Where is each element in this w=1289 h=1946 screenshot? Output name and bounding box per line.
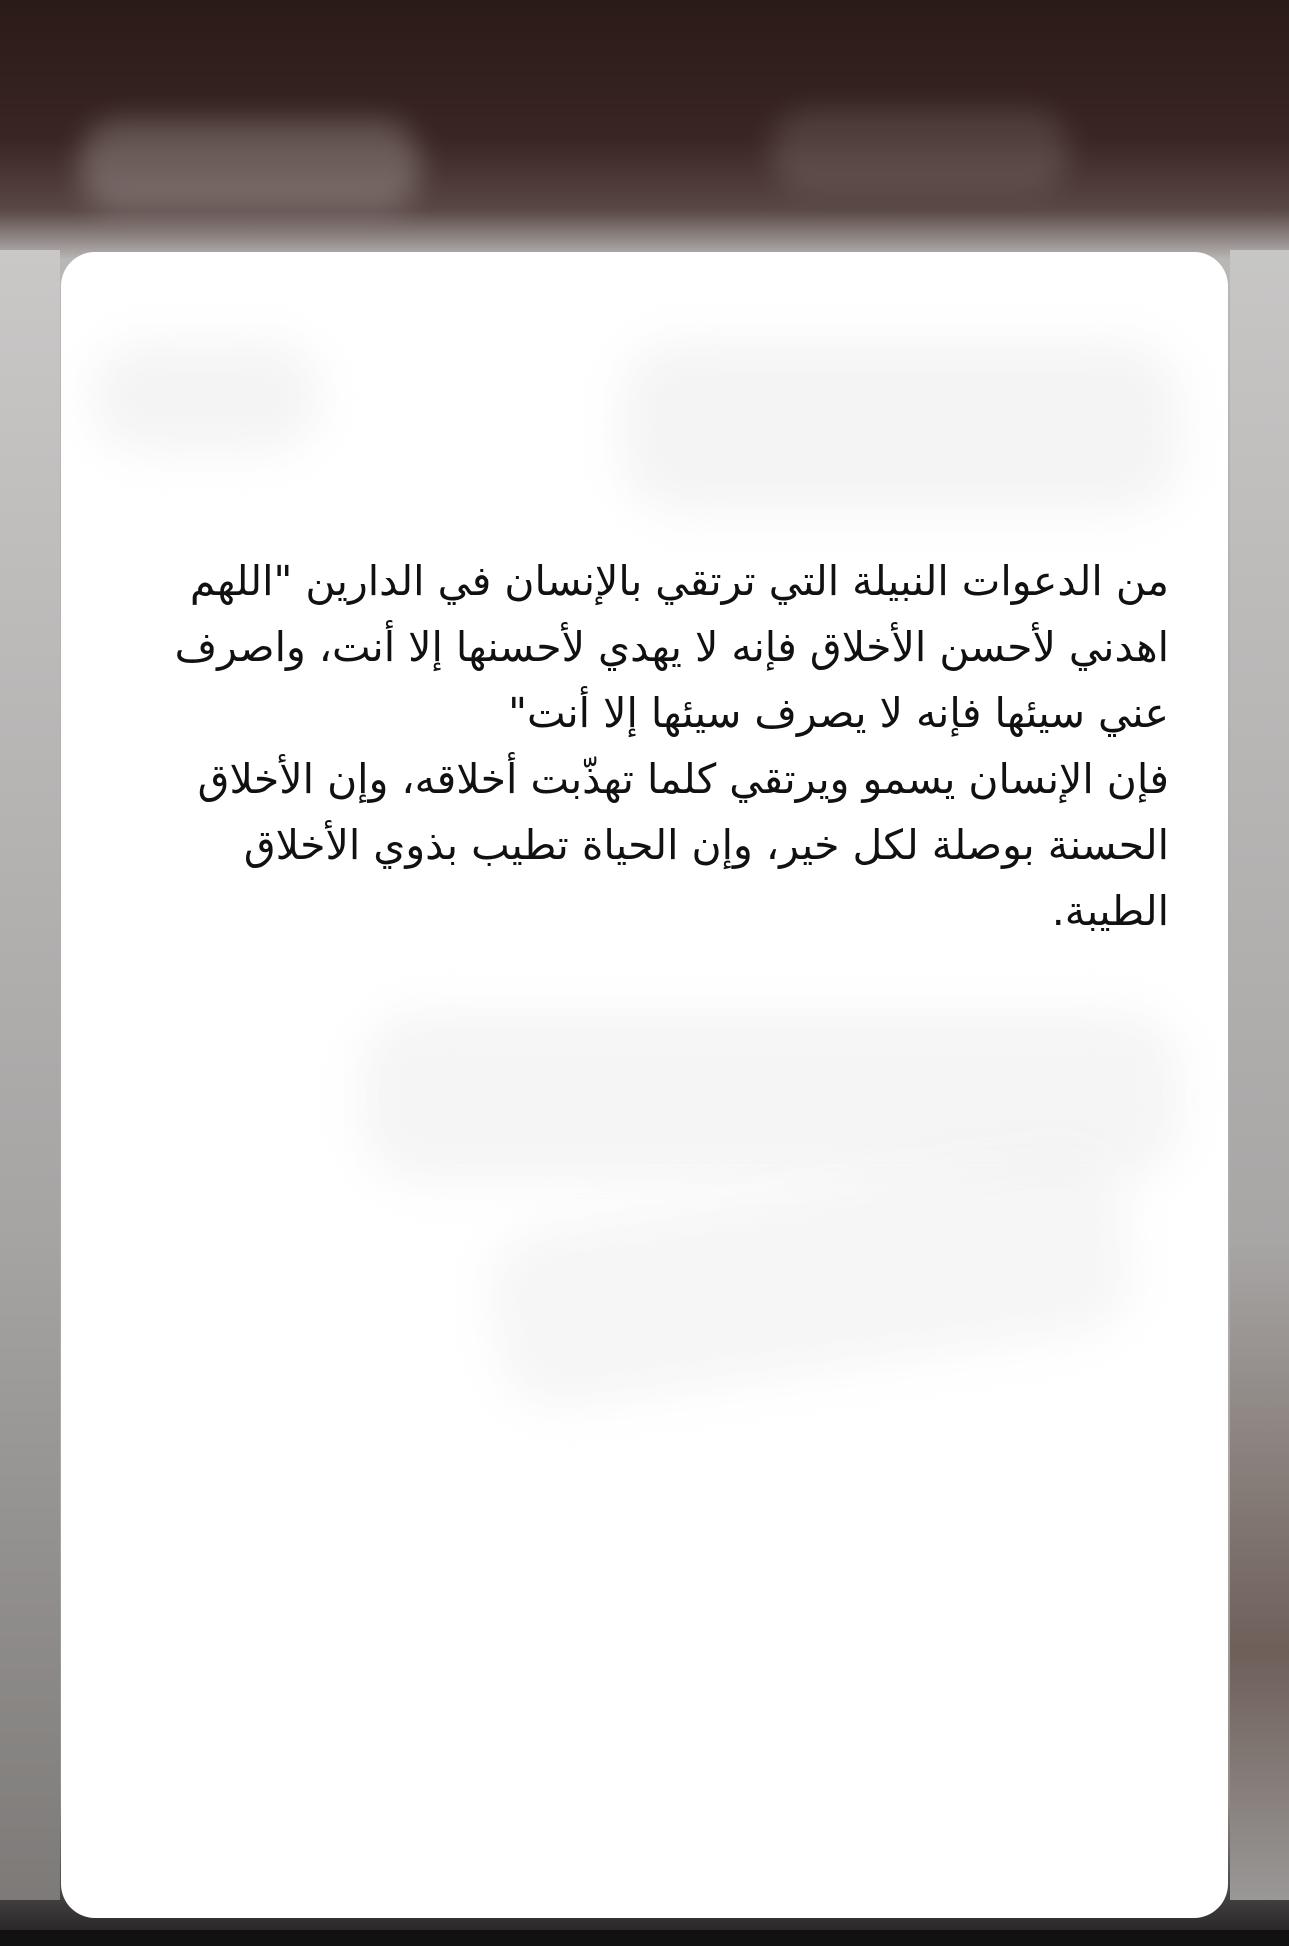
ghost-content-blob (91, 342, 321, 452)
message-card (61, 252, 1228, 1918)
ghost-content-blob (482, 1148, 1141, 1415)
blurred-right-edge (1230, 250, 1289, 1900)
ghost-content-blob (621, 342, 1181, 512)
blurred-header-button-left (80, 120, 420, 210)
bottom-bar (0, 1930, 1289, 1946)
blurred-left-edge (0, 250, 60, 1900)
blurred-header-button-right (770, 110, 1070, 190)
message-paragraph-1: من الدعوات النبيلة التي ترتقي بالإنسان في الدارين "اللهم اهدني لأحسن الأخلاق فإنه لا يهدي لأحسنها إلا أنت، واصرف عني سيئها فإنه لا يصرف سيئها إلا أنت" (174, 557, 1169, 737)
message-text (116, 548, 1169, 944)
message-paragraph-2: فإن الإنسان يسمو ويرتقي كلما تهذّبت أخلاقه، وإن الأخلاق الحسنة بوصلة لكل خير، وإن الحياة تطيب بذوي الأخلاق الطيبة. (197, 755, 1169, 935)
